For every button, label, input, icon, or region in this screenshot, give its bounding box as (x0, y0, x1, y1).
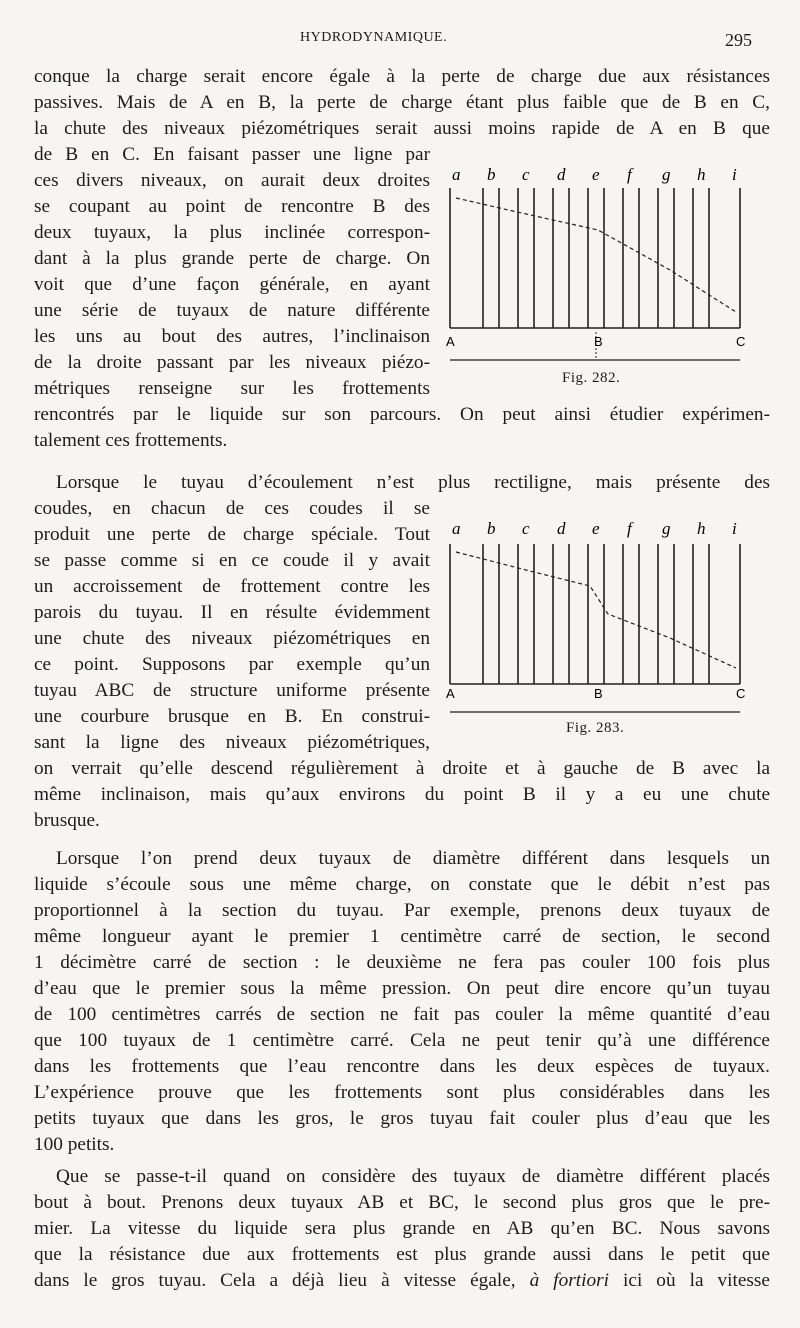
paragraph-2-tail (34, 756, 770, 834)
text-line: mier. La vitesse du liquide sera plus grande en AB qu’en BC. Nous savons (34, 1218, 770, 1239)
paragraph-2-top (34, 470, 770, 496)
text-line: une série de tuyaux de nature différente (34, 300, 430, 321)
text-line: de la droite passant par les niveaux piézo- (34, 352, 430, 373)
text-line: brusque. (34, 810, 100, 831)
text-line: même inclinaison, mais qu’aux environs du point B il y a eu une chute (34, 784, 770, 805)
text-line: une chute des niveaux piézométriques en (34, 628, 430, 649)
text-line: L’expérience prouve que les frottements sont plus considérables dans les (34, 1082, 770, 1103)
text-line: les uns au bout des autres, l’inclinaison (34, 326, 430, 347)
tube-label-e: e (592, 519, 600, 538)
text-line: sant la ligne des niveaux piézométriques, (34, 732, 430, 753)
paragraph-1-wrapped (34, 142, 430, 402)
text-segment: dans le gros tuyau. Cela a déjà lieu à vitesse égale, (34, 1270, 516, 1291)
text-line: liquide s’écoule sous une même charge, on constate que le débit n’est pas (34, 874, 770, 895)
text-line: petits tuyaux que dans les gros, le gros tuyau fait couler plus d’eau que les (34, 1108, 770, 1129)
text-line: on verrait qu’elle descend régulièrement à droite et à gauche de B avec la (34, 758, 770, 779)
text-line: dans les frottements que l’eau rencontre dans les deux espèces de tuyaux. (34, 1056, 770, 1077)
text-line: deux tuyaux, la plus inclinée correspon- (34, 222, 430, 243)
tube-label-i: i (732, 519, 737, 538)
page-header (0, 26, 800, 56)
text-line: voit que d’une façon générale, en ayant (34, 274, 430, 295)
point-label-b: B (594, 686, 603, 701)
paragraph-4 (34, 1164, 770, 1294)
text-line: 1 décimètre carré de section : le deuxième ne fera pas couler 100 fois plus (34, 952, 770, 973)
text-line: talement ces frottements. (34, 430, 228, 451)
tube-label-d: d (557, 519, 566, 538)
figure-283-diagram (440, 518, 780, 750)
figure-283-caption: Fig. 283. (566, 720, 625, 736)
text-line: dant à la plus grande perte de charge. On (34, 248, 430, 269)
tube-label-e: e (592, 165, 600, 184)
text-line: rencontrés par le liquide sur son parcours. On peut ainsi étudier expérimen- (34, 404, 770, 425)
tube-label-d: d (557, 165, 566, 184)
tube-label-b: b (487, 165, 496, 184)
text-line: coudes, en chacun de ces coudes il se (34, 498, 430, 519)
point-label-c: C (736, 686, 746, 701)
text-line: conque la charge serait encore égale à la perte de charge due aux résistances (34, 66, 770, 87)
text-line: métriques renseigne sur les frottements (34, 378, 430, 399)
tube-label-f: f (627, 519, 632, 538)
text-line: un accroissement de frottement contre les (34, 576, 430, 597)
paragraph-3 (34, 846, 770, 1158)
paragraph-1-top (34, 64, 770, 142)
text-line: que 100 tuyaux de 1 centimètre carré. Cela ne peut tenir qu’à une différence (34, 1030, 770, 1051)
page-number: 295 (725, 30, 752, 50)
emphasis-text: à fortiori (529, 1270, 610, 1291)
text-line: ces divers niveaux, on aurait deux droites (34, 170, 430, 191)
text-line: ce point. Supposons par exemple qu’un (34, 654, 430, 675)
text-line: 100 petits. (34, 1134, 115, 1155)
text-line: passives. Mais de A en B, la perte de charge étant plus faible que de B en C, (34, 92, 770, 113)
text-line: tuyau ABC de structure uniforme présente (34, 680, 430, 701)
tube-label-c: c (522, 165, 530, 184)
figure-283 (440, 518, 780, 750)
tube-label-a: a (452, 165, 461, 184)
text-line: que la résistance due aux frottements est plus grande aussi dans le petit que (34, 1244, 770, 1265)
text-line: bout à bout. Prenons deux tuyaux AB et BC, le second plus gros que le pre- (34, 1192, 770, 1213)
figure-282-caption: Fig. 282. (562, 370, 621, 386)
tube-label-i: i (732, 165, 737, 184)
text-line: se coupant au point de rencontre B des (34, 196, 430, 217)
tube-label-b: b (487, 519, 496, 538)
text-line: produit une perte de charge spéciale. Tout (34, 524, 430, 545)
text-line: proportionnel à la section du tuyau. Par exemple, prenons deux tuyaux de (34, 900, 770, 921)
tube-label-a: a (452, 519, 461, 538)
point-label-b: B (594, 334, 603, 349)
tube-label-h: h (697, 519, 706, 538)
text-line: Que se passe-t-il quand on considère des tuyaux de diamètre différent placés (56, 1166, 770, 1187)
point-label-c: C (736, 334, 746, 349)
text-line: se passe comme si en ce coude il y avait (34, 550, 430, 571)
point-label-a: A (446, 686, 455, 701)
text-line: Lorsque l’on prend deux tuyaux de diamètre différent dans lesquels un (56, 848, 770, 869)
text-line: Lorsque le tuyau d’écoulement n’est plus rectiligne, mais présente des (56, 472, 770, 493)
running-title: HYDRODYNAMIQUE. (300, 30, 448, 45)
text-segment: ici où la vitesse (623, 1270, 770, 1291)
text-line: même longueur ayant le premier 1 centimètre carré de section, le second (34, 926, 770, 947)
figure-282-diagram (440, 160, 780, 392)
tube-label-f: f (627, 165, 632, 184)
paragraph-2-wrapped (34, 496, 430, 756)
figure-282 (440, 160, 780, 392)
text-line: d’eau que le premier sous la même pression. On peut dire encore qu’un tuyau (34, 978, 770, 999)
text-line: de 100 centimètres carrés de section ne fait pas couler la même quantité d’eau (34, 1004, 770, 1025)
text-line: une courbure brusque en B. En construi- (34, 706, 430, 727)
tube-label-g: g (662, 519, 671, 538)
point-label-a: A (446, 334, 455, 349)
paragraph-1-tail (34, 402, 770, 454)
text-line: parois du tuyau. Il en résulte évidemment (34, 602, 430, 623)
tube-label-g: g (662, 165, 671, 184)
text-line: la chute des niveaux piézométriques serait aussi moins rapide de A en B que (34, 118, 770, 139)
text-line: de B en C. En faisant passer une ligne par (34, 144, 430, 165)
tube-label-h: h (697, 165, 706, 184)
text-line (34, 1268, 770, 1294)
tube-label-c: c (522, 519, 530, 538)
